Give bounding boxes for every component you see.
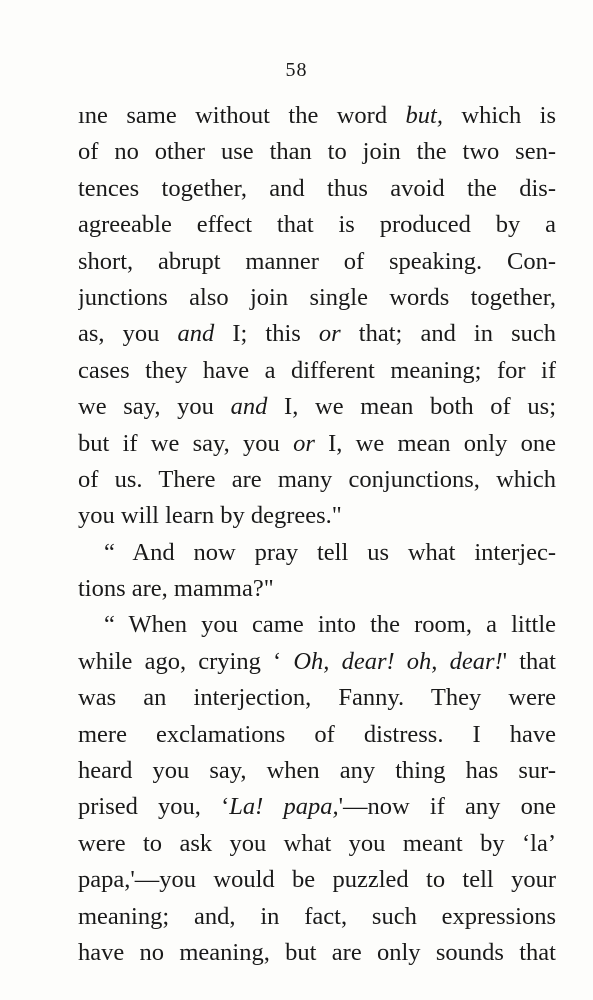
text-line <box>78 389 556 425</box>
italic-text: and <box>230 393 268 421</box>
page-number: 58 <box>285 59 308 81</box>
text-line <box>78 207 556 243</box>
text-segment: tions are, mamma?" <box>78 575 274 603</box>
text-segment: short, abrupt manner of speaking. Con- <box>78 247 556 275</box>
text-segment: which is <box>442 102 556 129</box>
italic-text: but, <box>405 102 443 129</box>
text-line <box>78 607 556 643</box>
italic-text: and <box>177 320 215 348</box>
text-segment: I, we mean both of us; <box>267 393 556 421</box>
italic-text: or <box>293 429 315 457</box>
text-line <box>78 244 556 280</box>
text-segment: I, we mean only one <box>314 429 556 457</box>
text-segment: cases they have a different meaning; for if <box>78 356 556 384</box>
text-segment: while ago, crying ‘ <box>78 647 294 675</box>
text-segment: were to ask you what you meant by ‘la’ <box>78 829 556 857</box>
text-segment: ' that <box>502 647 556 675</box>
text-segment: ıne same without the word <box>78 102 406 129</box>
text-line <box>78 426 556 462</box>
text-segment: we say, you <box>78 393 231 421</box>
body-text <box>78 98 556 971</box>
text-segment: junctions also join single words together, <box>78 283 556 311</box>
text-segment: but if we say, you <box>78 429 294 457</box>
text-line <box>78 98 556 134</box>
text-line <box>78 680 556 716</box>
italic-text: or <box>318 320 341 348</box>
text-segment: I; this <box>214 320 319 348</box>
italic-text: La! papa, <box>229 793 339 821</box>
text-line <box>78 826 556 862</box>
text-segment: mere exclamations of distress. I have <box>78 720 556 748</box>
text-line <box>78 644 556 680</box>
text-segment: “ When you came into the room, a little <box>104 611 556 639</box>
text-segment: as, you <box>78 320 178 348</box>
text-line <box>78 862 556 898</box>
text-segment: prised you, ‘ <box>78 793 230 821</box>
text-segment: was an interjection, Fanny. They were <box>78 684 556 712</box>
italic-text: Oh, dear! oh, dear! <box>293 647 503 675</box>
text-line <box>78 280 556 316</box>
text-segment: have no meaning, but are only sounds that <box>78 938 556 966</box>
text-segment: agreeable effect that is produced by a <box>78 211 556 239</box>
text-line <box>78 353 556 389</box>
text-line <box>78 134 556 170</box>
text-line <box>78 753 556 789</box>
text-segment: meaning; and, in fact, such expressions <box>78 902 556 930</box>
text-line <box>78 717 556 753</box>
text-segment: tences together, and thus avoid the dis- <box>78 174 556 202</box>
text-line <box>78 171 556 207</box>
text-line <box>78 789 556 825</box>
text-segment: of us. There are many conjunctions, which <box>78 465 556 493</box>
text-line <box>78 316 556 352</box>
text-line <box>78 535 556 571</box>
text-line <box>78 571 556 607</box>
text-segment: of no other use than to join the two sen- <box>78 138 556 166</box>
text-line <box>78 935 556 971</box>
text-segment: papa,'—you would be puzzled to tell your <box>78 866 556 894</box>
text-line <box>78 462 556 498</box>
text-line <box>78 899 556 935</box>
text-segment: you will learn by degrees." <box>78 502 342 530</box>
text-segment: '—now if any one <box>338 793 556 821</box>
text-segment: that; and in such <box>340 320 556 348</box>
text-segment: heard you say, when any thing has sur- <box>78 757 556 785</box>
text-segment: “ And now pray tell us what interjec- <box>104 538 556 566</box>
text-line <box>78 498 556 534</box>
